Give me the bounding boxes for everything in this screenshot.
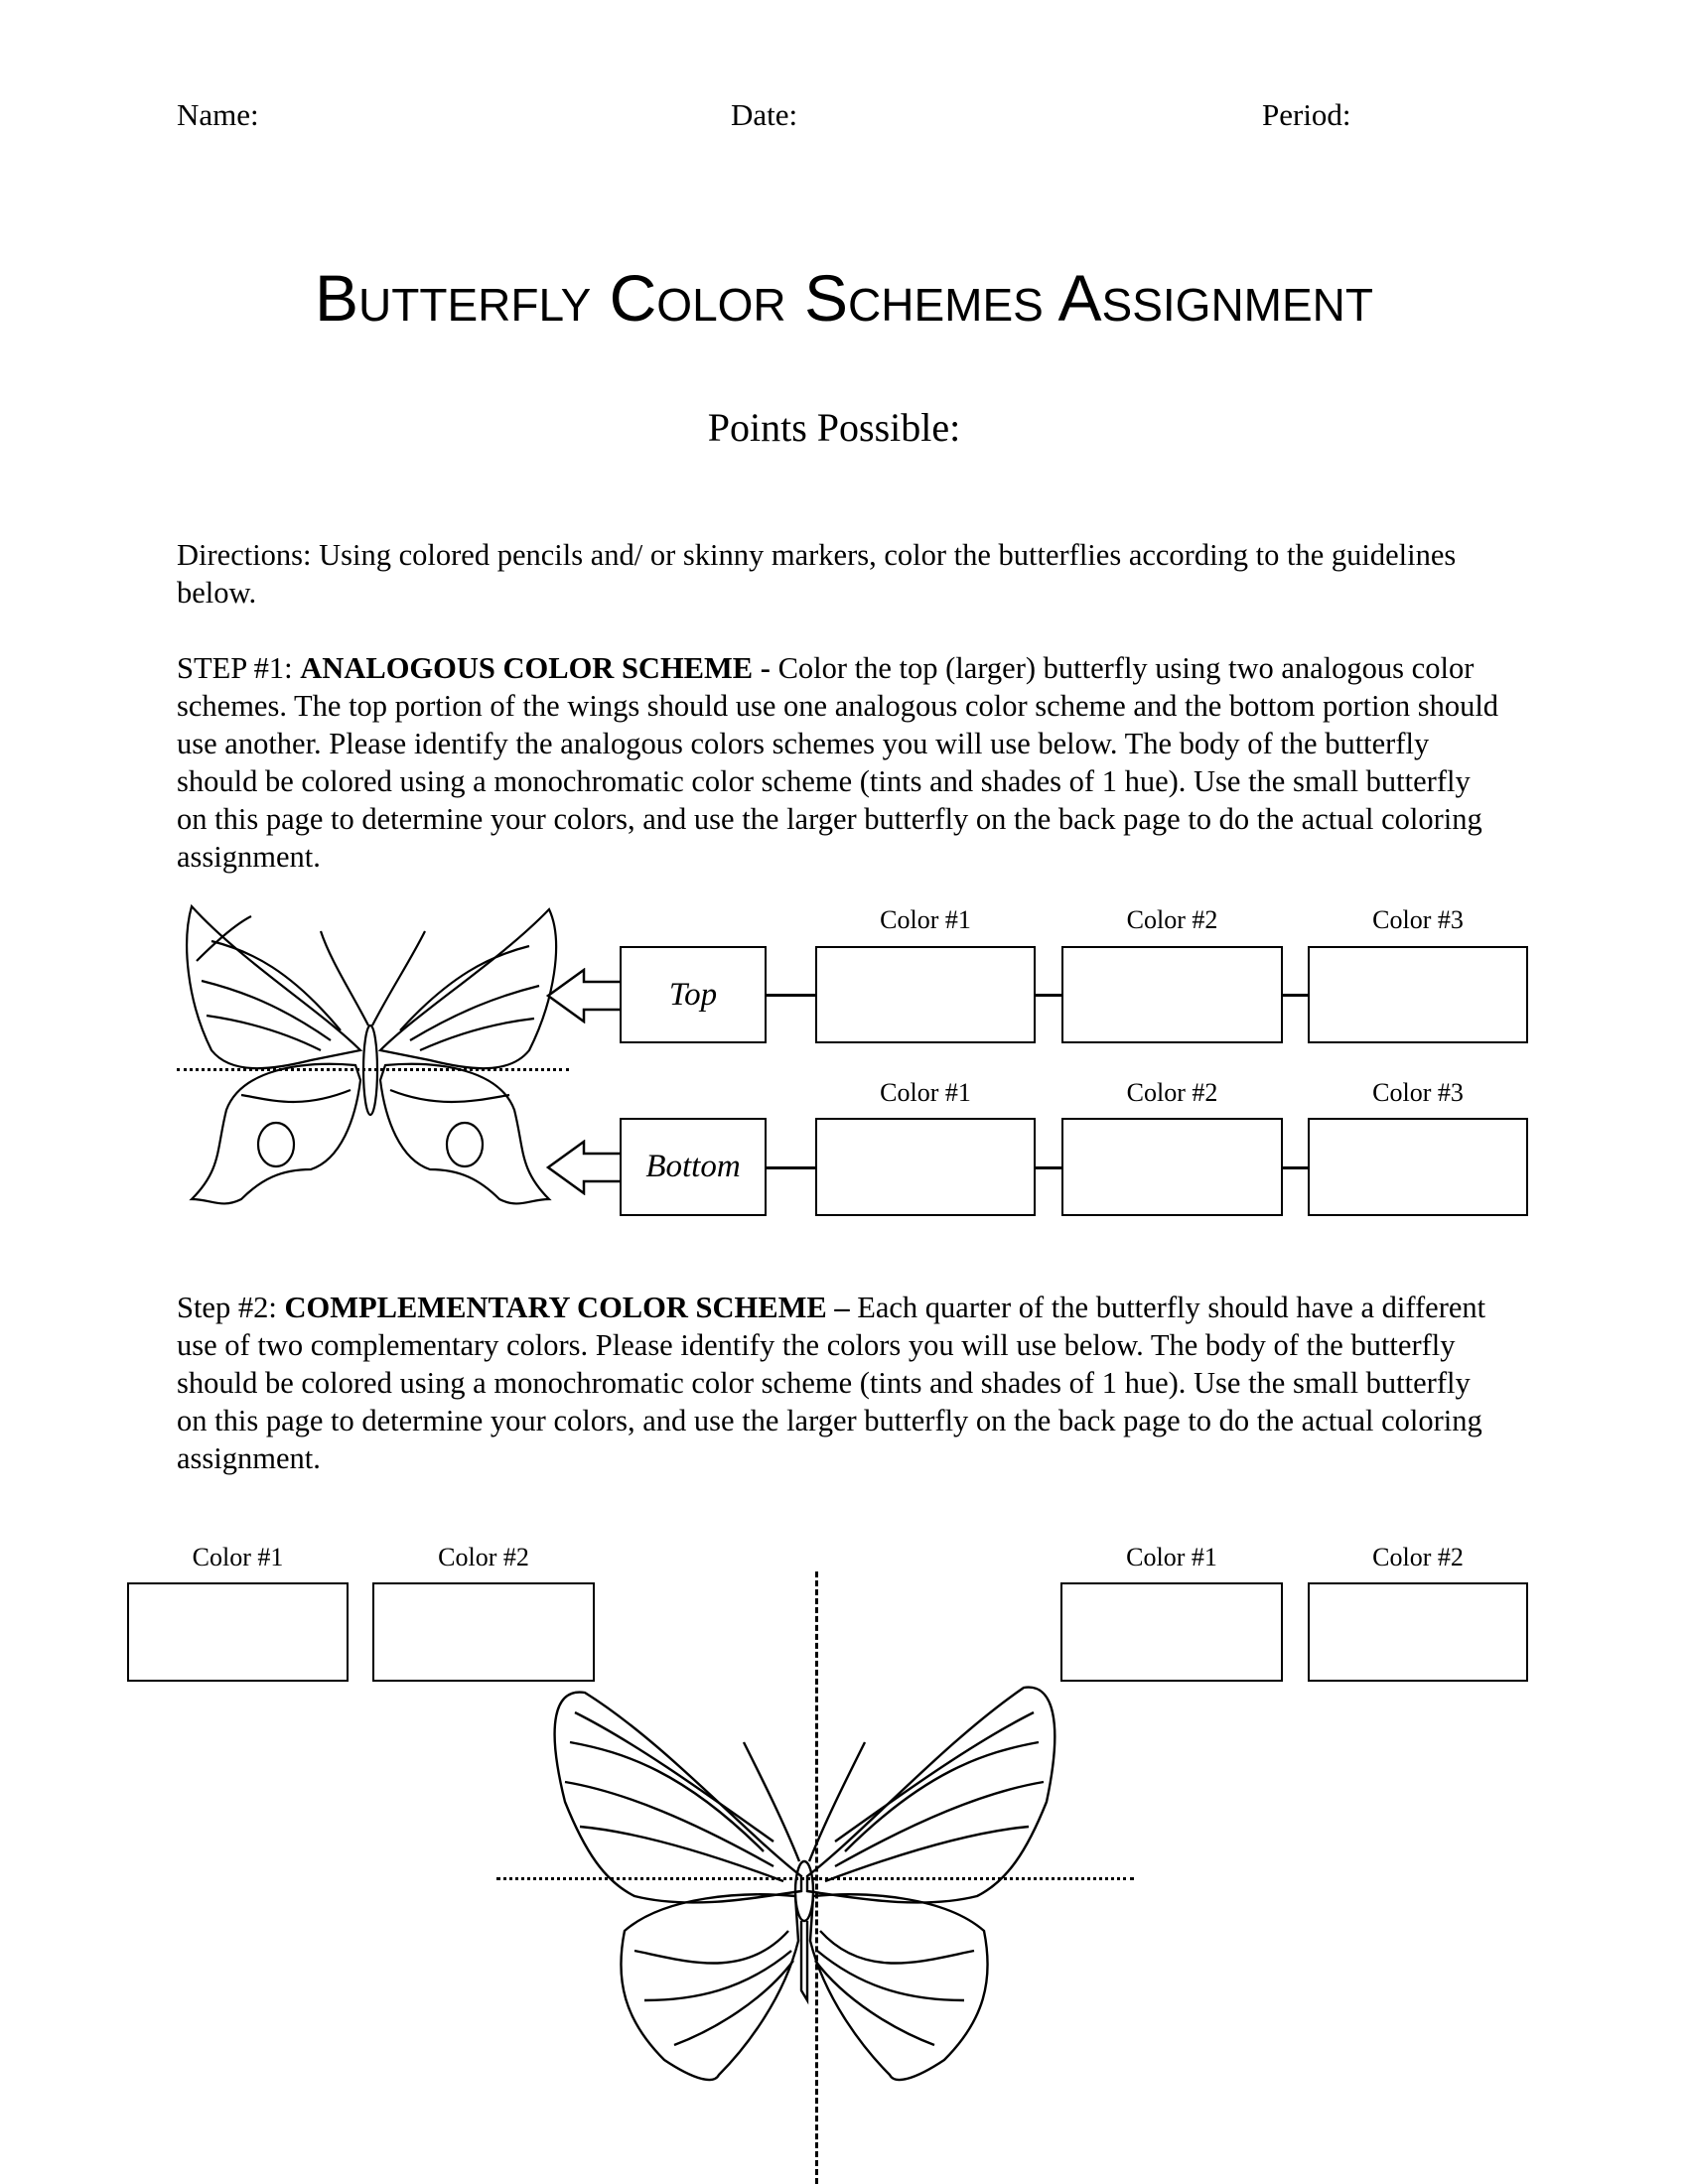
connector-line — [1283, 1166, 1308, 1169]
date-label: Date: — [731, 97, 798, 132]
bottom-color1-label: Color #1 — [880, 1078, 971, 1107]
left-color1-box[interactable] — [127, 1582, 349, 1682]
step1-body: Color the top (larger) butterfly using two analogous color schemes. The top portion of the wings should use one analogous color scheme and the bottom portion should use another. Please identify the analogous colors schemes you will use below. The body of the butterfly should be colored using a monochromatic color scheme (tints and shades of 1 hue). Use the small butterfly on this page to determine your colors, and use the larger butterfly on the back page to do the actual coloring assignment. — [177, 651, 1499, 874]
horizontal-divider-line — [177, 1068, 569, 1071]
top-row-label: Top — [620, 946, 767, 1043]
page-title: Butterfly Color Schemes Assignment — [315, 261, 1373, 335]
bottom-color1-box[interactable] — [815, 1118, 1036, 1216]
arrow-left-icon — [544, 968, 624, 1024]
right-color1-label: Color #1 — [1126, 1543, 1217, 1571]
bottom-color3-box[interactable] — [1308, 1118, 1528, 1216]
top-color2-label: Color #2 — [1126, 905, 1218, 934]
bottom-color3-label: Color #3 — [1372, 1078, 1464, 1107]
period-label: Period: — [1262, 97, 1351, 132]
connector-line — [1036, 1166, 1061, 1169]
top-color3-box[interactable] — [1308, 946, 1528, 1043]
butterfly-icon — [545, 1683, 1063, 2090]
step2-instructions — [177, 1289, 1507, 1477]
swallowtail-butterfly-icon — [182, 901, 569, 1229]
top-color1-box[interactable] — [815, 946, 1036, 1043]
bottom-color2-label: Color #2 — [1126, 1078, 1218, 1107]
left-color1-label: Color #1 — [192, 1543, 284, 1571]
right-color2-label: Color #2 — [1372, 1543, 1464, 1571]
points-possible-label: Points Possible: — [707, 405, 961, 450]
directions-text: Directions: Using colored pencils and/ or skinny markers, color the butterflies according to the guidelines below. — [177, 538, 1457, 610]
step2-body: Each quarter of the butterfly should have a different use of two complementary colors. Please identify the colors you will use below. The body of the butterfly should be colored using a monochromatic color scheme (tints and shades of 1 hue). Use the small butterfly on this page to determine your colors, and use the larger butterfly on the back page to do the actual coloring assignment. — [177, 1291, 1486, 1475]
connector-line — [767, 994, 815, 997]
step1-heading: ANALOGOUS COLOR SCHEME - — [300, 651, 771, 685]
step2-prefix: Step #2: — [177, 1291, 285, 1324]
left-color2-label: Color #2 — [438, 1543, 529, 1571]
step2-heading: COMPLEMENTARY COLOR SCHEME – — [284, 1291, 850, 1324]
top-color1-label: Color #1 — [880, 905, 971, 934]
bottom-color2-box[interactable] — [1061, 1118, 1283, 1216]
connector-line — [1283, 994, 1308, 997]
left-color2-box[interactable] — [372, 1582, 595, 1682]
connector-line — [767, 1166, 815, 1169]
name-label: Name: — [177, 97, 259, 132]
arrow-left-icon — [544, 1140, 624, 1195]
top-color3-label: Color #3 — [1372, 905, 1464, 934]
horizontal-quarter-divider — [496, 1877, 1134, 1880]
step1-prefix: STEP #1: — [177, 651, 301, 685]
right-color1-box[interactable] — [1060, 1582, 1283, 1682]
right-color2-box[interactable] — [1308, 1582, 1528, 1682]
bottom-row-label: Bottom — [620, 1118, 767, 1216]
top-color2-box[interactable] — [1061, 946, 1283, 1043]
step1-instructions — [177, 649, 1507, 876]
connector-line — [1036, 994, 1061, 997]
